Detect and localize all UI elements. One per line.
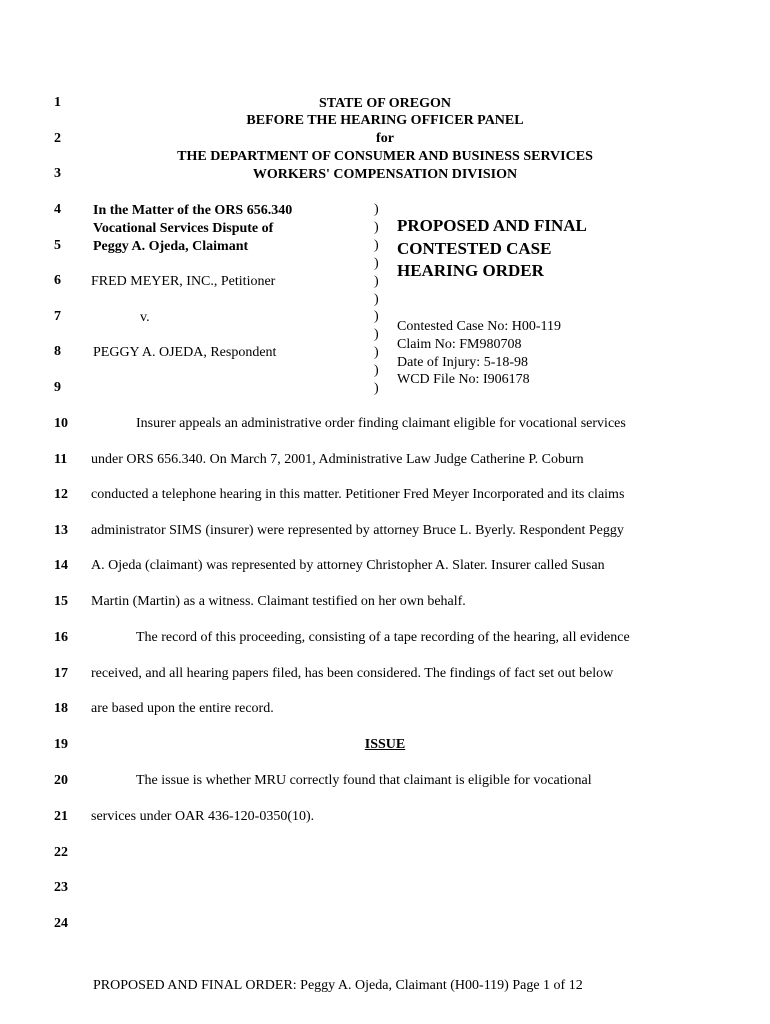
body-line: conducted a telephone hearing in this matter. Petitioner Fred Meyer Incorporated and its claims	[91, 487, 625, 502]
body-line: The record of this proceeding, consisting of a tape recording of the hearing, all evidence	[136, 630, 630, 645]
line-number: 21	[54, 809, 68, 824]
petitioner-line: FRED MEYER, INC., Petitioner	[91, 274, 276, 289]
line-number: 3	[54, 166, 61, 181]
order-title-line: PROPOSED AND FINAL	[397, 216, 587, 235]
matter-line: Vocational Services Dispute of	[93, 221, 274, 236]
paren: )	[374, 291, 379, 307]
line-number: 22	[54, 845, 68, 860]
body-line: received, and all hearing papers filed, has been considered. The findings of fact set out below	[91, 666, 614, 681]
body-line: are based upon the entire record.	[91, 701, 274, 716]
paren: )	[374, 237, 379, 253]
line-number: 6	[54, 273, 61, 288]
header-division: WORKERS' COMPENSATION DIVISION	[252, 167, 518, 182]
line-number: 13	[54, 523, 68, 538]
line-number: 17	[54, 666, 68, 681]
header-for: for	[376, 131, 394, 146]
paren: )	[374, 363, 379, 379]
line-number: 12	[54, 487, 68, 502]
body-line: Martin (Martin) as a witness. Claimant testified on her own behalf.	[91, 594, 466, 609]
line-number: 2	[54, 131, 61, 146]
versus-line: v.	[140, 310, 150, 325]
paren: )	[374, 219, 379, 235]
line-number: 16	[54, 630, 68, 645]
header-department: THE DEPARTMENT OF CONSUMER AND BUSINESS SERVICES	[177, 149, 593, 164]
case-info	[397, 318, 561, 389]
paren: )	[374, 345, 379, 361]
line-number: 15	[54, 594, 68, 609]
order-title-line: HEARING ORDER	[397, 261, 544, 280]
paren: )	[374, 381, 379, 397]
issue-heading: ISSUE	[364, 737, 406, 752]
line-number: 7	[54, 309, 61, 324]
paren: )	[374, 309, 379, 325]
contested-case-number: Contested Case No: H00-119	[397, 319, 561, 334]
order-title-line: CONTESTED CASE	[397, 238, 552, 258]
body-line: A. Ojeda (claimant) was represented by attorney Christopher A. Slater. Insurer called Susan	[91, 558, 605, 573]
line-number: 5	[54, 238, 61, 253]
body-line: The issue is whether MRU correctly found that claimant is eligible for vocational	[136, 773, 592, 788]
page-footer: PROPOSED AND FINAL ORDER: Peggy A. Ojeda, Claimant (H00-119) Page 1 of 12	[93, 978, 583, 993]
body-line: services under OAR 436-120-0350(10).	[91, 809, 315, 824]
line-number: 18	[54, 701, 68, 716]
header-state: STATE OF OREGON	[319, 96, 451, 111]
line-number: 20	[54, 773, 68, 788]
paren: )	[374, 273, 379, 289]
line-number: 8	[54, 344, 61, 359]
line-number: 4	[54, 202, 61, 217]
line-number: 10	[54, 416, 68, 431]
line-number: 19	[54, 737, 68, 752]
matter-line: Peggy A. Ojeda, Claimant	[93, 239, 249, 254]
line-number: 11	[54, 452, 68, 467]
paren: )	[374, 255, 379, 271]
paren: )	[374, 327, 379, 343]
body-line: under ORS 656.340. On March 7, 2001, Administrative Law Judge Catherine P. Coburn	[91, 452, 584, 467]
respondent-line: PEGGY A. OJEDA, Respondent	[93, 345, 277, 360]
body-line: administrator SIMS (insurer) were represented by attorney Bruce L. Byerly. Respondent Peggy	[91, 523, 624, 538]
order-title	[397, 215, 587, 283]
header-panel: BEFORE THE HEARING OFFICER PANEL	[246, 113, 524, 128]
matter-line: In the Matter of the ORS 656.340	[93, 203, 293, 218]
date-of-injury: Date of Injury: 5-18-98	[397, 354, 529, 370]
line-number: 9	[54, 380, 61, 395]
line-number: 23	[54, 880, 68, 895]
wcd-file-number: WCD File No: I906178	[397, 372, 530, 388]
caption-divider	[374, 201, 379, 398]
paren: )	[374, 202, 379, 217]
line-number: 1	[54, 95, 61, 110]
line-number: 24	[54, 916, 68, 931]
line-number: 14	[54, 558, 68, 573]
body-line: Insurer appeals an administrative order finding claimant eligible for vocational services	[136, 416, 626, 431]
claim-number: Claim No: FM980708	[397, 336, 522, 352]
